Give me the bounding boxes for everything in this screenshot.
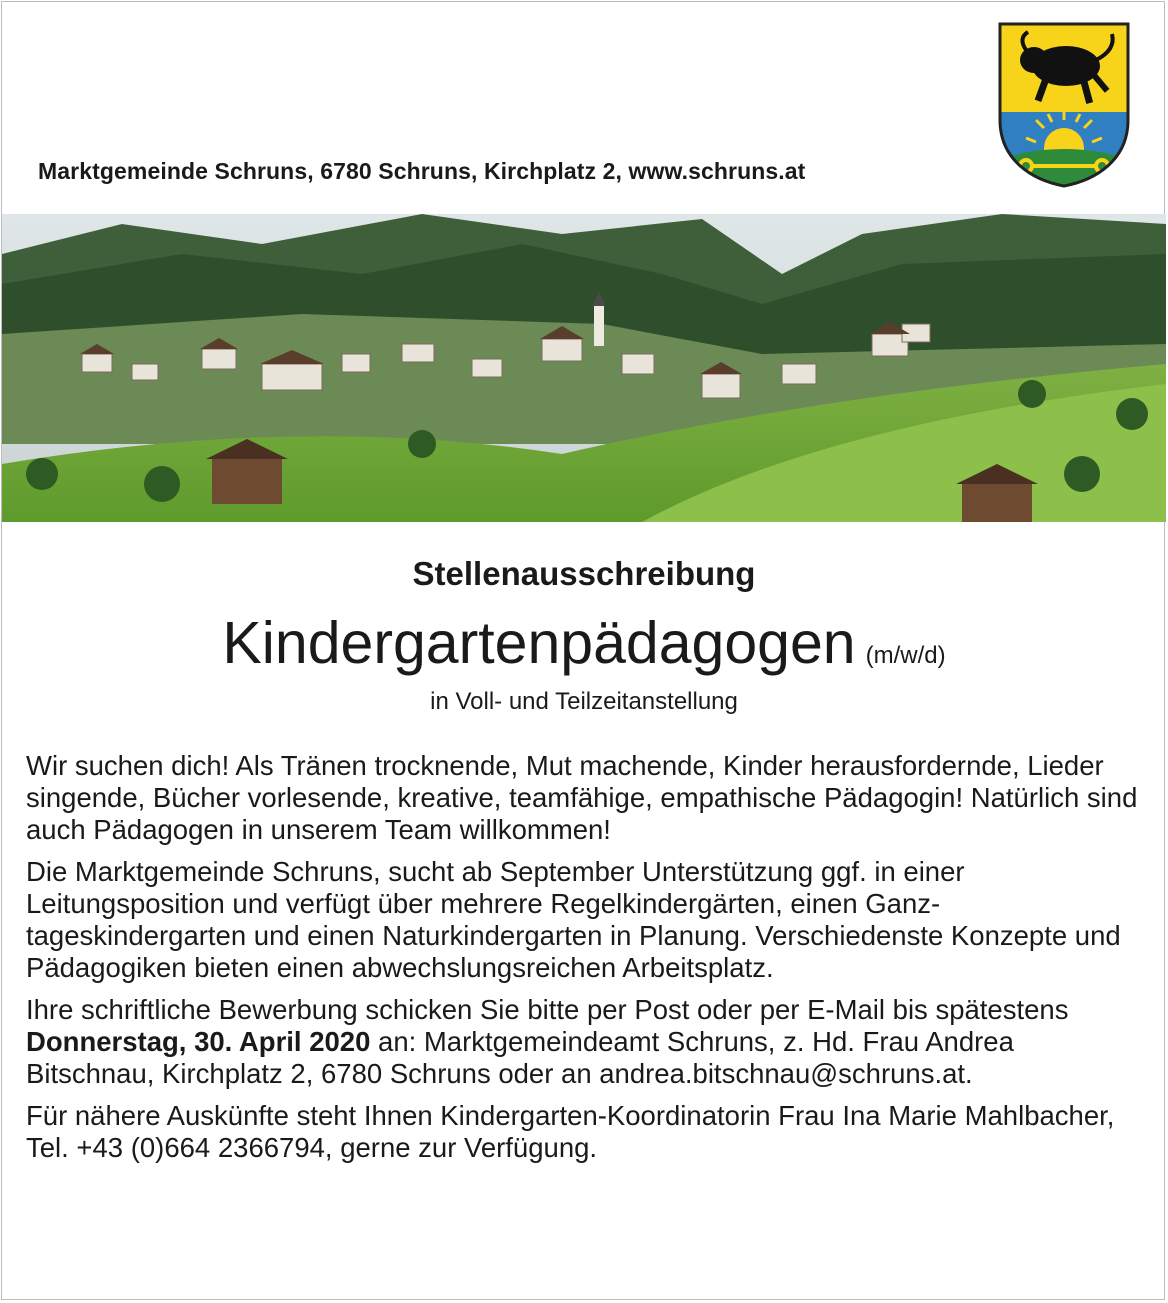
paragraph-about: Die Marktgemeinde Schruns, sucht ab September Unterstützung ggf. in einer Leitungsposition und verfügt über mehrere Regelkindergärten, einen Ganztageskindergarten und einen Naturkindergarten in Planung. Verschiedenste Konzepte und Pädagogiken bieten einen abwechslungsreichen Arbeitsplatz. bbox=[26, 856, 1121, 983]
job-title-text: Kindergartenpädagogen bbox=[222, 610, 856, 676]
employment-type: in Voll- und Teilzeitanstellung bbox=[430, 688, 738, 715]
job-title-gender-suffix: (m/w/d) bbox=[865, 642, 946, 669]
village-panorama-photo bbox=[2, 214, 1166, 522]
coat-of-arms-icon bbox=[996, 20, 1132, 190]
municipality-address: Marktgemeinde Schruns, 6780 Schruns, Kirchplatz 2, www.schruns.at bbox=[38, 158, 806, 184]
application-text-before: Ihre schriftliche Bewerbung schicken Sie bitte per Post oder per E-Mail bis spätestens bbox=[26, 994, 1069, 1025]
paragraph-contact: Für nähere Auskünfte steht Ihnen Kindergarten-Koordinatorin Frau Ina Marie Mahlbacher, Tel. +43 (0)664 2366794, gerne zur Verfügung. bbox=[26, 1100, 1115, 1163]
ad-kicker: Stellenausschreibung bbox=[412, 555, 756, 592]
paragraph-application bbox=[26, 994, 1142, 1090]
application-text-after: an: Marktgemeindeamt Schruns, z. Hd. Frau Andrea Bitschnau, Kirchplatz 2, 6780 Schruns oder an andrea.bitschnau@schruns.at. bbox=[26, 1026, 1014, 1089]
ad-body bbox=[26, 750, 1142, 1174]
application-deadline: Donnerstag, 30. April 2020 bbox=[26, 1026, 371, 1057]
paragraph-intro: Wir suchen dich! Als Tränen trocknende, Mut machende, Kinder herausfordernde, Lieder singende, Bücher vorlesende, kreative, teamfähige, empathische Pädagogin! Natürlich sind auch Pädagogen in unserem Team willkommen! bbox=[26, 750, 1138, 845]
job-title bbox=[0, 607, 1168, 692]
